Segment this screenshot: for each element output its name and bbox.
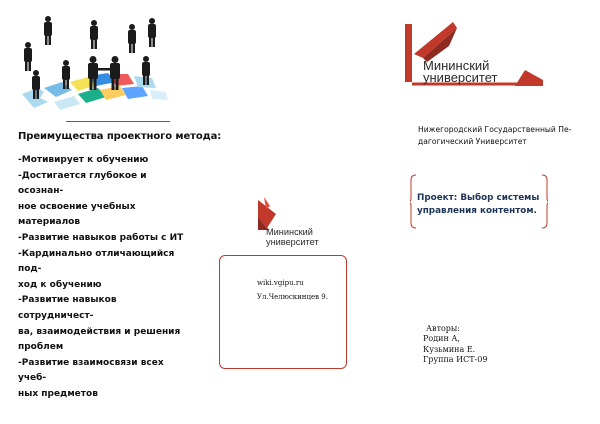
logo-line1: Мининский bbox=[266, 227, 313, 237]
university-fullname bbox=[418, 124, 576, 147]
business-team-puzzle-icon bbox=[14, 6, 182, 118]
project-line2: управления контентом. bbox=[417, 205, 537, 216]
benefit-item: -Развитие взаимосвязи всех учеб- bbox=[18, 357, 164, 384]
benefits-heading: Преимущества проектного метода: bbox=[18, 131, 222, 142]
benefit-item: проблем bbox=[18, 342, 64, 353]
authors-label: Авторы: bbox=[426, 324, 460, 333]
minin-university-logo-icon bbox=[244, 197, 339, 249]
benefit-item: ход к обучению bbox=[18, 279, 102, 290]
author-name: Родин А, bbox=[423, 334, 460, 344]
benefit-item: ное освоение учебных материалов bbox=[18, 201, 136, 228]
author-name: Кузьмина Е. bbox=[423, 344, 476, 354]
illustration-divider bbox=[66, 121, 170, 122]
center-logo bbox=[244, 197, 339, 249]
benefit-item: -Достигается глубокое и осознан- bbox=[18, 170, 147, 197]
benefit-item: -Мотивирует к обучению bbox=[18, 155, 149, 165]
authors-block bbox=[423, 324, 487, 366]
benefit-item: -Развитие навыков работы с ИТ bbox=[18, 232, 184, 243]
benefits-list bbox=[18, 153, 193, 403]
author-group: Группа ИСТ-09 bbox=[423, 355, 488, 365]
project-title bbox=[417, 192, 547, 217]
benefit-item: -Развитие навыков сотрудничест- bbox=[18, 295, 117, 321]
contact-url[interactable]: wiki.vgipu.ru bbox=[257, 279, 304, 287]
benefit-item: -Кардинально отличающийся под- bbox=[18, 248, 175, 275]
university-line2: дагогический Университет bbox=[418, 136, 527, 146]
logo-line2: университет bbox=[266, 237, 319, 247]
university-line1: Нижегородский Государственный Пе- bbox=[418, 125, 572, 134]
project-line1: Проект: Выбор системы bbox=[417, 193, 540, 203]
logo-line2: университет bbox=[423, 70, 498, 85]
contact-box bbox=[219, 255, 347, 369]
minin-university-logo-icon bbox=[405, 20, 545, 88]
benefit-item: ва, взаимодействия и решения bbox=[18, 326, 181, 337]
logo-line1: Мининский bbox=[423, 58, 490, 73]
main-logo bbox=[405, 20, 545, 88]
benefit-item: ных предметов bbox=[18, 388, 98, 399]
contact-address: Ул.Челюскинцев 9. bbox=[257, 293, 328, 301]
